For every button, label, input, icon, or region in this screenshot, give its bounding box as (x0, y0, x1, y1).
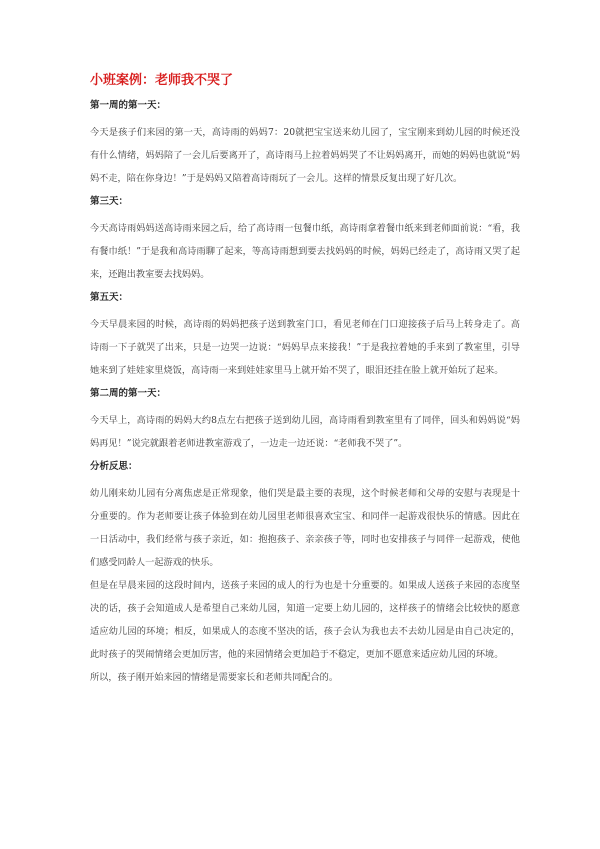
paragraph: 幼儿刚来幼儿园有分离焦虑是正常现象，他们哭是最主要的表现，这个时候老师和父母的安慰与表现是十分重要的。作为老师要让孩子体验到在幼儿园里老师很喜欢宝宝、和同伴一起游戏很快乐的情感。因此在一日活动中，我们经常与孩子亲近，如：抱抱孩子、亲亲孩子等，同时也安排孩子与同伴一起游戏，使他们感受同龄人一起游戏的快乐。 (90, 488, 520, 568)
paragraph: 所以，孩子刚开始来园的情绪是需要家长和老师共同配合的。 (90, 672, 339, 683)
paragraph: 今天是孩子们来园的第一天，高诗雨的妈妈7：20就把宝宝送来幼儿园了，宝宝刚来到幼儿园的时候还没有什么情绪，妈妈陪了一会儿后要离开了，高诗雨马上拉着妈妈哭了不让妈妈离开，而她的妈妈也就说“妈妈不走，陪在你身边！”于是妈妈又陪着高诗雨玩了一会儿。这样的情景反复出现了好几次。 (90, 127, 520, 184)
paragraph: 今天早上，高诗雨的妈妈大约8点左右把孩子送到幼儿园，高诗雨看到教室里有了同伴，回头和妈妈说“妈妈再见！”说完就跟着老师进教室游戏了，一边走一边还说：“老师我不哭了”。 (90, 415, 520, 449)
section-heading: 分析反思： (90, 461, 138, 472)
section-heading: 第二周的第一天： (90, 388, 167, 399)
section-heading: 第一周的第一天： (90, 100, 167, 111)
document-page (90, 72, 520, 689)
section-day5 (90, 291, 520, 382)
document-title: 小班案例：老师我不哭了 (90, 73, 234, 88)
paragraph: 但是在早晨来园的这段时间内，送孩子来园的成人的行为也是十分重要的。如果成人送孩子来园的态度坚决的话，孩子会知道成人是希望自己来幼儿园，知道一定要上幼儿园的，这样孩子的情绪会比较快的愿意适应幼儿园的环境；相反，如果成人的态度不坚决的话，孩子会认为我也去不去幼儿园是由自己决定的，此时孩子的哭闹情绪会更加厉害，他的来园情绪会更加趋于不稳定，更加不愿意来适应幼儿园的环境。 (90, 580, 520, 660)
section-heading: 第三天： (90, 196, 129, 207)
paragraph: 今天早晨来园的时候，高诗雨的妈妈把孩子送到教室门口，看见老师在门口迎接孩子后马上转身走了。高诗雨一下子就哭了出来，只是一边哭一边说：“妈妈早点来接我！”于是我拉着她的手来到了教室里，引导她来到了娃娃家里烧饭，高诗雨一来到娃娃家里马上就开始不哭了，眼泪还挂在脸上就开始玩了起来。 (90, 319, 520, 376)
section-day3 (90, 195, 520, 286)
paragraph: 今天高诗雨妈妈送高诗雨来园之后，给了高诗雨一包餐巾纸，高诗雨拿着餐巾纸来到老师面前说：“看，我有餐巾纸！”于是我和高诗雨聊了起来，等高诗雨想到要去找妈妈的时候，妈妈已经走了，高诗雨又哭了起来，还跑出教室要去找妈妈。 (90, 223, 520, 280)
section-heading: 第五天： (90, 292, 129, 303)
section-week2-day1 (90, 387, 520, 455)
section-reflection (90, 460, 520, 689)
section-week1-day1 (90, 99, 520, 190)
